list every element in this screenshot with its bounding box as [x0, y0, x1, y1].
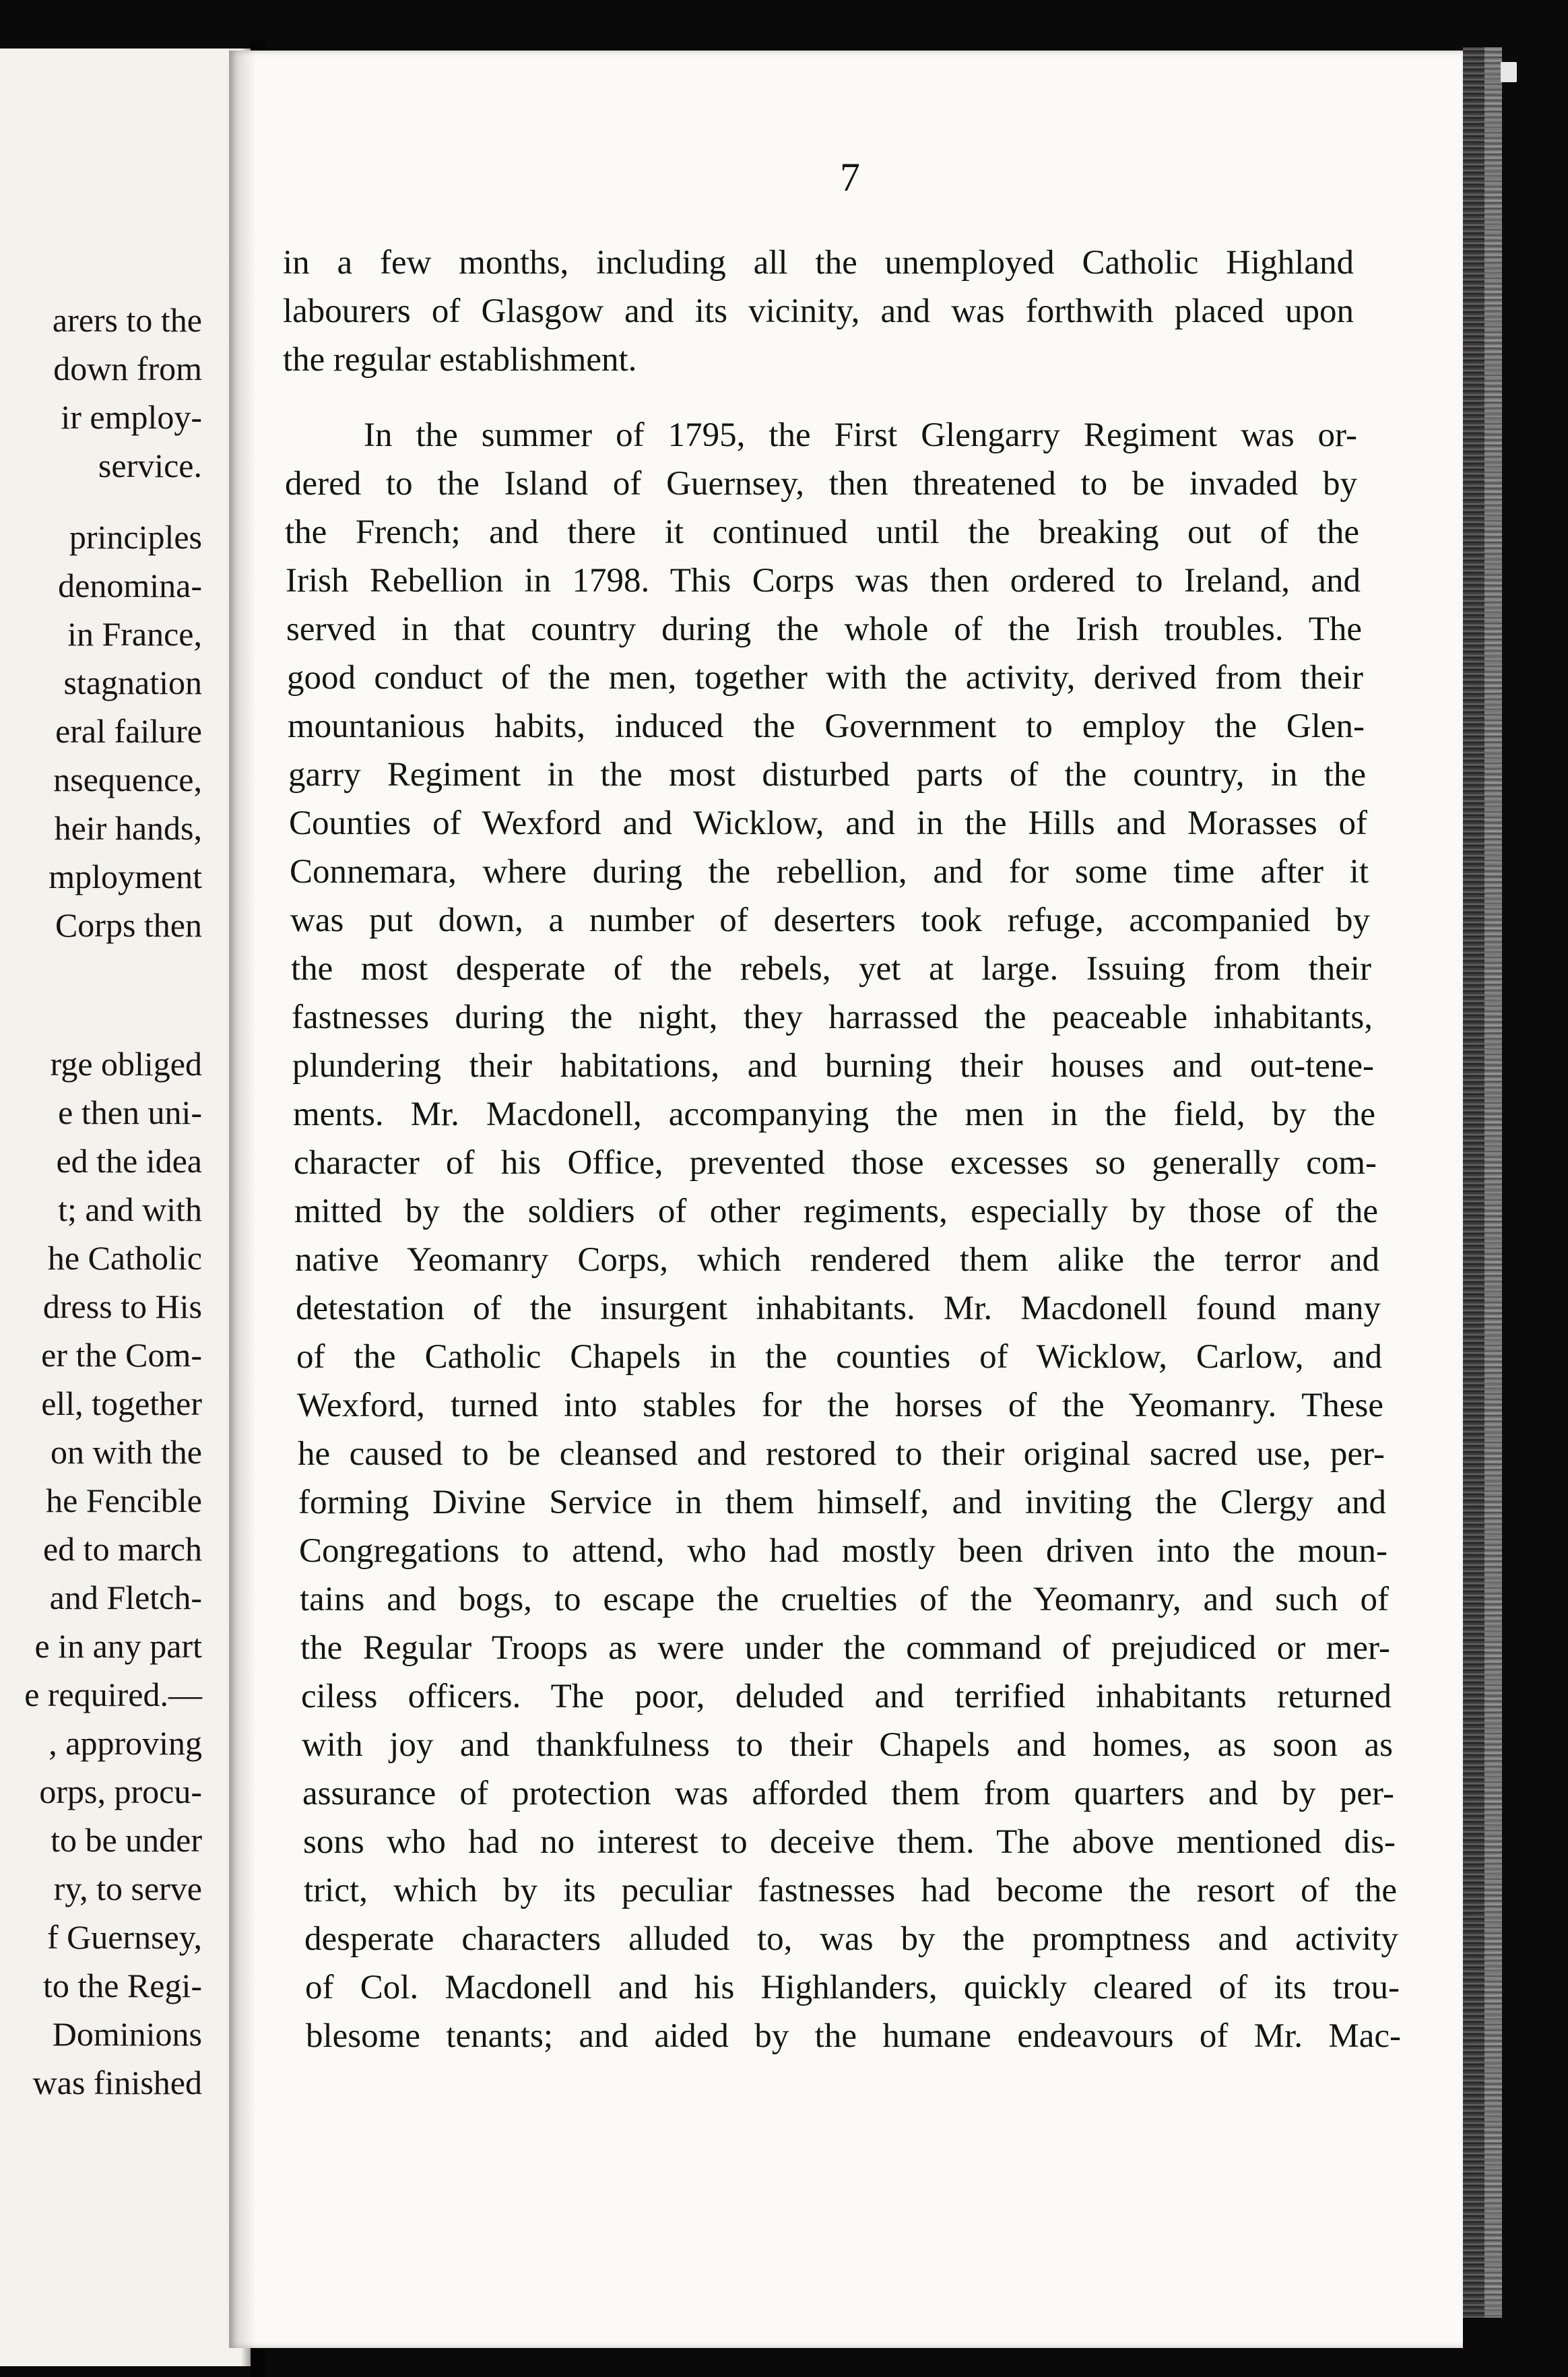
text-line: detestation of the insurgent inhabitants. Mr. Macdonell found many — [296, 1290, 1381, 1327]
left-page-line: to be under — [51, 1821, 202, 1859]
text-line: Connemara, where during the rebellion, and for some time after it — [290, 853, 1369, 891]
text-line: with joy and thankfulness to their Chapels and homes, as soon as — [302, 1726, 1393, 1764]
text-line: in a few months, including all the unemployed Catholic Highland — [283, 244, 1354, 282]
left-page-line: principles — [69, 518, 202, 556]
left-page-fragment — [0, 49, 251, 2366]
left-page-line: and Fletch- — [49, 1579, 202, 1616]
left-page-line: service. — [98, 447, 202, 484]
left-page-line: ell, together — [41, 1385, 202, 1422]
left-page-line: dress to His — [42, 1288, 202, 1325]
left-page-line: Corps then — [55, 906, 202, 944]
left-page-line: denomina- — [58, 567, 202, 604]
text-line: he caused to be cleansed and restored to their original sacred use, per- — [298, 1435, 1385, 1473]
text-line: served in that country during the whole of the Irish troubles. The — [286, 610, 1362, 648]
left-page-line: on with the — [51, 1433, 202, 1471]
left-page-line: e in any part — [34, 1627, 202, 1665]
text-line: plundering their habitations, and burning their houses and out-tene- — [292, 1047, 1374, 1085]
left-page-line: he Fencible — [46, 1482, 202, 1519]
left-page-line: down from — [53, 350, 202, 387]
left-page-line: heir hands, — [54, 809, 202, 847]
left-page-line: f Guernsey, — [46, 1918, 202, 1956]
text-line: ciless officers. The poor, deluded and terrified inhabitants returned — [301, 1678, 1392, 1715]
left-page-line: nsequence, — [53, 761, 202, 798]
text-line: Congregations to attend, who had mostly been driven into the moun- — [299, 1532, 1387, 1570]
text-line: the Regular Troops as were under the command of prejudiced or mer- — [300, 1629, 1390, 1667]
text-line: forming Divine Service in them himself, and inviting the Clergy and — [298, 1484, 1386, 1521]
left-page-line: ir employ- — [61, 398, 202, 436]
left-page-line: ed to march — [42, 1530, 202, 1568]
text-line: of the Catholic Chapels in the counties of Wicklow, Carlow, and — [296, 1338, 1382, 1376]
left-page-line: er the Com- — [41, 1336, 202, 1374]
left-page-line: eral failure — [55, 712, 202, 750]
text-line: In the summer of 1795, the First Glengarry Regiment was or- — [364, 416, 1357, 454]
text-line: native Yeomanry Corps, which rendered them alike the terror and — [295, 1241, 1379, 1279]
left-page-line: e then uni- — [58, 1094, 202, 1131]
text-line: Irish Rebellion in 1798. This Corps was then ordered to Ireland, and — [286, 562, 1361, 600]
text-line: mountanious habits, induced the Government to employ the Glen- — [288, 707, 1365, 745]
left-page-line: ry, to serve — [53, 1870, 202, 1907]
left-page-line: orps, procu- — [39, 1773, 202, 1810]
text-line: Counties of Wexford and Wicklow, and in the Hills and Morasses of — [289, 804, 1367, 842]
left-page-line: ed the idea — [56, 1142, 202, 1180]
text-line: was put down, a number of deserters took refuge, accompanied by — [290, 901, 1370, 939]
text-line: the regular establishment. — [283, 341, 637, 379]
text-line: tains and bogs, to escape the cruelties of the Yeomanry, and such of — [300, 1581, 1389, 1618]
left-page-line: Dominions — [52, 2015, 202, 2053]
text-line: the most desperate of the rebels, yet at large. Issuing from their — [291, 950, 1371, 988]
text-line: Wexford, turned into stables for the horses of the Yeomanry. These — [297, 1387, 1383, 1424]
left-page-line: was finished — [32, 2064, 202, 2101]
text-line: assurance of protection was afforded them from quarters and by per- — [302, 1775, 1394, 1812]
text-line: mitted by the soldiers of other regiments, especially by those of the — [294, 1193, 1378, 1230]
left-page-line: t; and with — [58, 1191, 202, 1228]
left-page-line: , approving — [48, 1724, 202, 1762]
left-page-line: stagnation — [63, 664, 202, 701]
left-page-line: in France, — [67, 615, 202, 653]
text-line: dered to the Island of Guernsey, then threatened to be invaded by — [285, 465, 1357, 503]
left-page-line: mployment — [48, 858, 202, 895]
book-edge-highlight — [1484, 47, 1502, 2318]
text-line: desperate characters alluded to, was by the promptness and activity — [304, 1920, 1398, 1958]
text-line: the French; and there it continued until the breaking out of the — [285, 513, 1359, 551]
text-line: of Col. Macdonell and his Highlanders, quickly cleared of its trou- — [305, 1969, 1400, 2006]
text-line: sons who had no interest to deceive them. The above mentioned dis- — [303, 1823, 1396, 1861]
left-page-line: to the Regi- — [42, 1967, 202, 2004]
left-page-line: arers to the — [52, 301, 202, 339]
text-line: garry Regiment in the most disturbed parts of the country, in the — [288, 756, 1366, 794]
text-line: trict, which by its peculiar fastnesses had become the resort of the — [304, 1872, 1397, 1909]
main-page — [229, 51, 1463, 2348]
left-page-line: he Catholic — [47, 1239, 202, 1277]
text-line: labourers of Glasgow and its vicinity, and was forthwith placed upon — [283, 292, 1354, 330]
left-page-line: rge obliged — [50, 1045, 202, 1083]
left-page-line: e required.— — [24, 1676, 202, 1713]
text-line: good conduct of the men, together with the activity, derived from their — [287, 659, 1363, 697]
text-line: blesome tenants; and aided by the humane endeavours of Mr. Mac- — [306, 2017, 1401, 2055]
text-line: fastnesses during the night, they harrassed the peaceable inhabitants, — [292, 999, 1373, 1036]
page-tab — [1501, 62, 1517, 82]
text-line: ments. Mr. Macdonell, accompanying the men in the field, by the — [293, 1096, 1375, 1133]
page-number: 7 — [840, 155, 860, 199]
text-line: character of his Office, prevented those excesses so generally com- — [294, 1144, 1377, 1182]
